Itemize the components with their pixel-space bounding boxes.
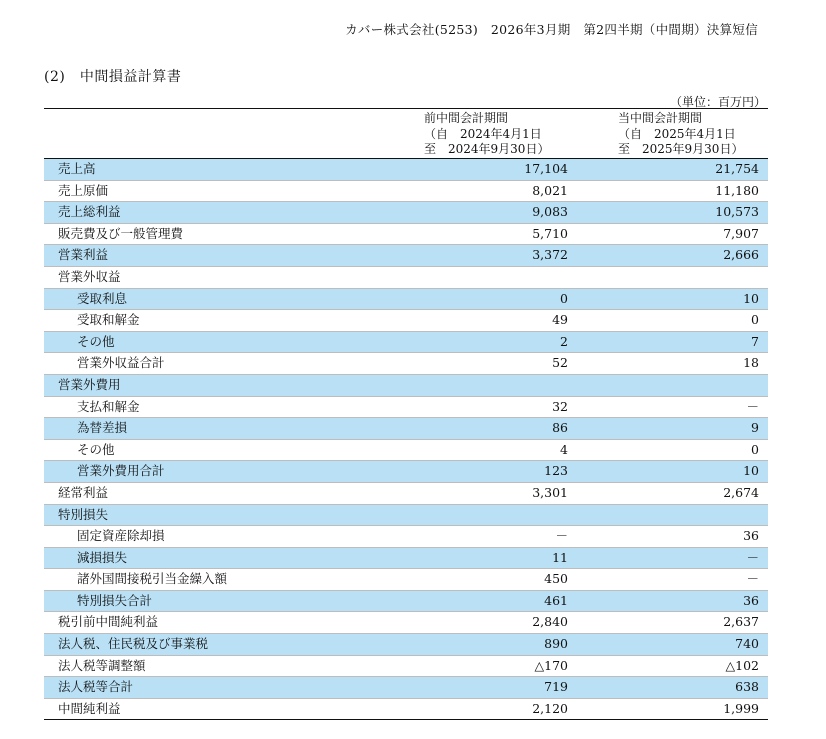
table-row [44,591,768,613]
table-row [44,612,768,634]
curr-value: 36 [743,592,759,608]
table-row [44,202,768,224]
table-row [44,181,768,203]
prev-value: 3,372 [532,247,568,263]
curr-value: 7,907 [723,225,759,241]
curr-value: － [746,549,759,565]
row-label: 受取利息 [77,290,128,306]
curr-value: 10 [743,290,759,306]
table-row [44,375,768,397]
row-label: 減損損失 [77,549,128,565]
prev-value: 450 [544,571,568,587]
curr-value: 21,754 [715,161,759,176]
prev-value: 17,104 [524,161,568,176]
prev-value: 0 [560,290,568,306]
prev-value: 3,301 [532,484,568,500]
row-label: 売上総利益 [58,204,121,220]
table-row [44,569,768,591]
curr-value: 0 [751,441,759,457]
row-label: 法人税等調整額 [58,657,146,673]
table-row [44,310,768,332]
curr-value: 10 [743,463,759,479]
table-row [44,656,768,678]
row-label: その他 [77,333,115,349]
table-row [44,418,768,440]
row-label: その他 [77,441,115,457]
table-row [44,677,768,699]
table-row [44,483,768,505]
row-label: 諸外国間接税引当金繰入額 [77,571,228,587]
prev-value: － [555,528,568,544]
prev-value: 461 [544,592,568,608]
prev-value: 5,710 [532,225,568,241]
column-title: 前中間会計期間 [424,111,509,125]
prev-value: 2,840 [532,614,568,630]
column-period-from: （自 2025年4月1日 [618,126,736,141]
row-label: 営業外費用合計 [77,463,165,479]
row-label: 売上高 [58,161,96,176]
row-label: 営業利益 [58,247,109,263]
row-label: 中間純利益 [58,700,121,716]
table-row [44,505,768,527]
column-period-from: （自 2024年4月1日 [424,126,542,141]
prev-value: 8,021 [532,182,568,198]
unit-label: （単位：百万円） [669,95,766,109]
table-row [44,159,768,181]
table-row [44,461,768,483]
column-period-to: 至 2024年9月30日） [424,142,550,156]
curr-value: 2,637 [723,614,759,630]
prev-value: 4 [560,441,568,457]
curr-value: 11,180 [715,182,759,198]
row-label: 営業外収益合計 [77,355,165,371]
table-row [44,245,768,267]
row-label: 法人税、住民税及び事業税 [58,636,209,652]
row-label: 固定資産除却損 [77,528,165,544]
curr-value: 0 [751,312,759,328]
curr-value: 10,573 [715,204,759,220]
table-header [44,108,768,159]
row-label: 特別損失合計 [77,592,153,608]
row-label: 受取和解金 [77,312,140,328]
curr-value: 7 [751,333,759,349]
table-row [44,353,768,375]
table-row [44,224,768,246]
row-label: 経常利益 [58,484,109,500]
column-period-to: 至 2025年9月30日） [618,142,744,156]
row-label: 税引前中間純利益 [58,614,159,630]
curr-value: 18 [743,355,759,371]
table-row [44,289,768,311]
curr-value: － [746,398,759,414]
column-title: 当中間会計期間 [618,111,703,125]
row-label: 販売費及び一般管理費 [58,225,184,241]
table-row [44,332,768,354]
prev-value: 719 [544,679,568,695]
table-row [44,548,768,570]
row-label: 営業外収益 [58,268,121,284]
curr-value: 638 [735,679,759,695]
prev-value: 123 [544,463,568,479]
prev-value: △170 [534,657,568,673]
curr-value: 2,666 [723,247,759,263]
table-row [44,397,768,419]
curr-value: 2,674 [723,484,759,500]
curr-value: 9 [751,420,759,436]
prev-value: 32 [552,398,568,414]
prev-value: 2,120 [532,700,568,716]
row-label: 売上原価 [58,182,109,198]
row-label: 支払和解金 [77,398,140,414]
prev-value: 86 [552,420,568,436]
row-label: 為替差損 [77,420,128,436]
curr-value: 1,999 [723,700,759,716]
table-row [44,634,768,656]
prev-value: 9,083 [532,204,568,220]
prev-value: 49 [552,312,568,328]
prev-value: 11 [552,549,568,565]
income-statement-table [44,108,768,720]
section-title: (2) 中間損益計算書 [44,69,182,85]
prev-value: 890 [544,636,568,652]
curr-value: △102 [725,657,759,673]
row-label: 営業外費用 [58,376,121,392]
column-header-previous [424,111,549,158]
curr-value: － [746,571,759,587]
column-header-current [618,111,743,158]
table-row [44,526,768,548]
curr-value: 740 [735,636,759,652]
row-label: 特別損失 [58,506,109,522]
row-label: 法人税等合計 [58,679,134,695]
prev-value: 52 [552,355,568,371]
table-row [44,267,768,289]
table-row [44,440,768,462]
prev-value: 2 [560,333,568,349]
document-header: カバー株式会社(5253) 2026年3月期 第2四半期（中間期）決算短信 [345,22,758,37]
table-row [44,699,768,721]
curr-value: 36 [743,528,759,544]
